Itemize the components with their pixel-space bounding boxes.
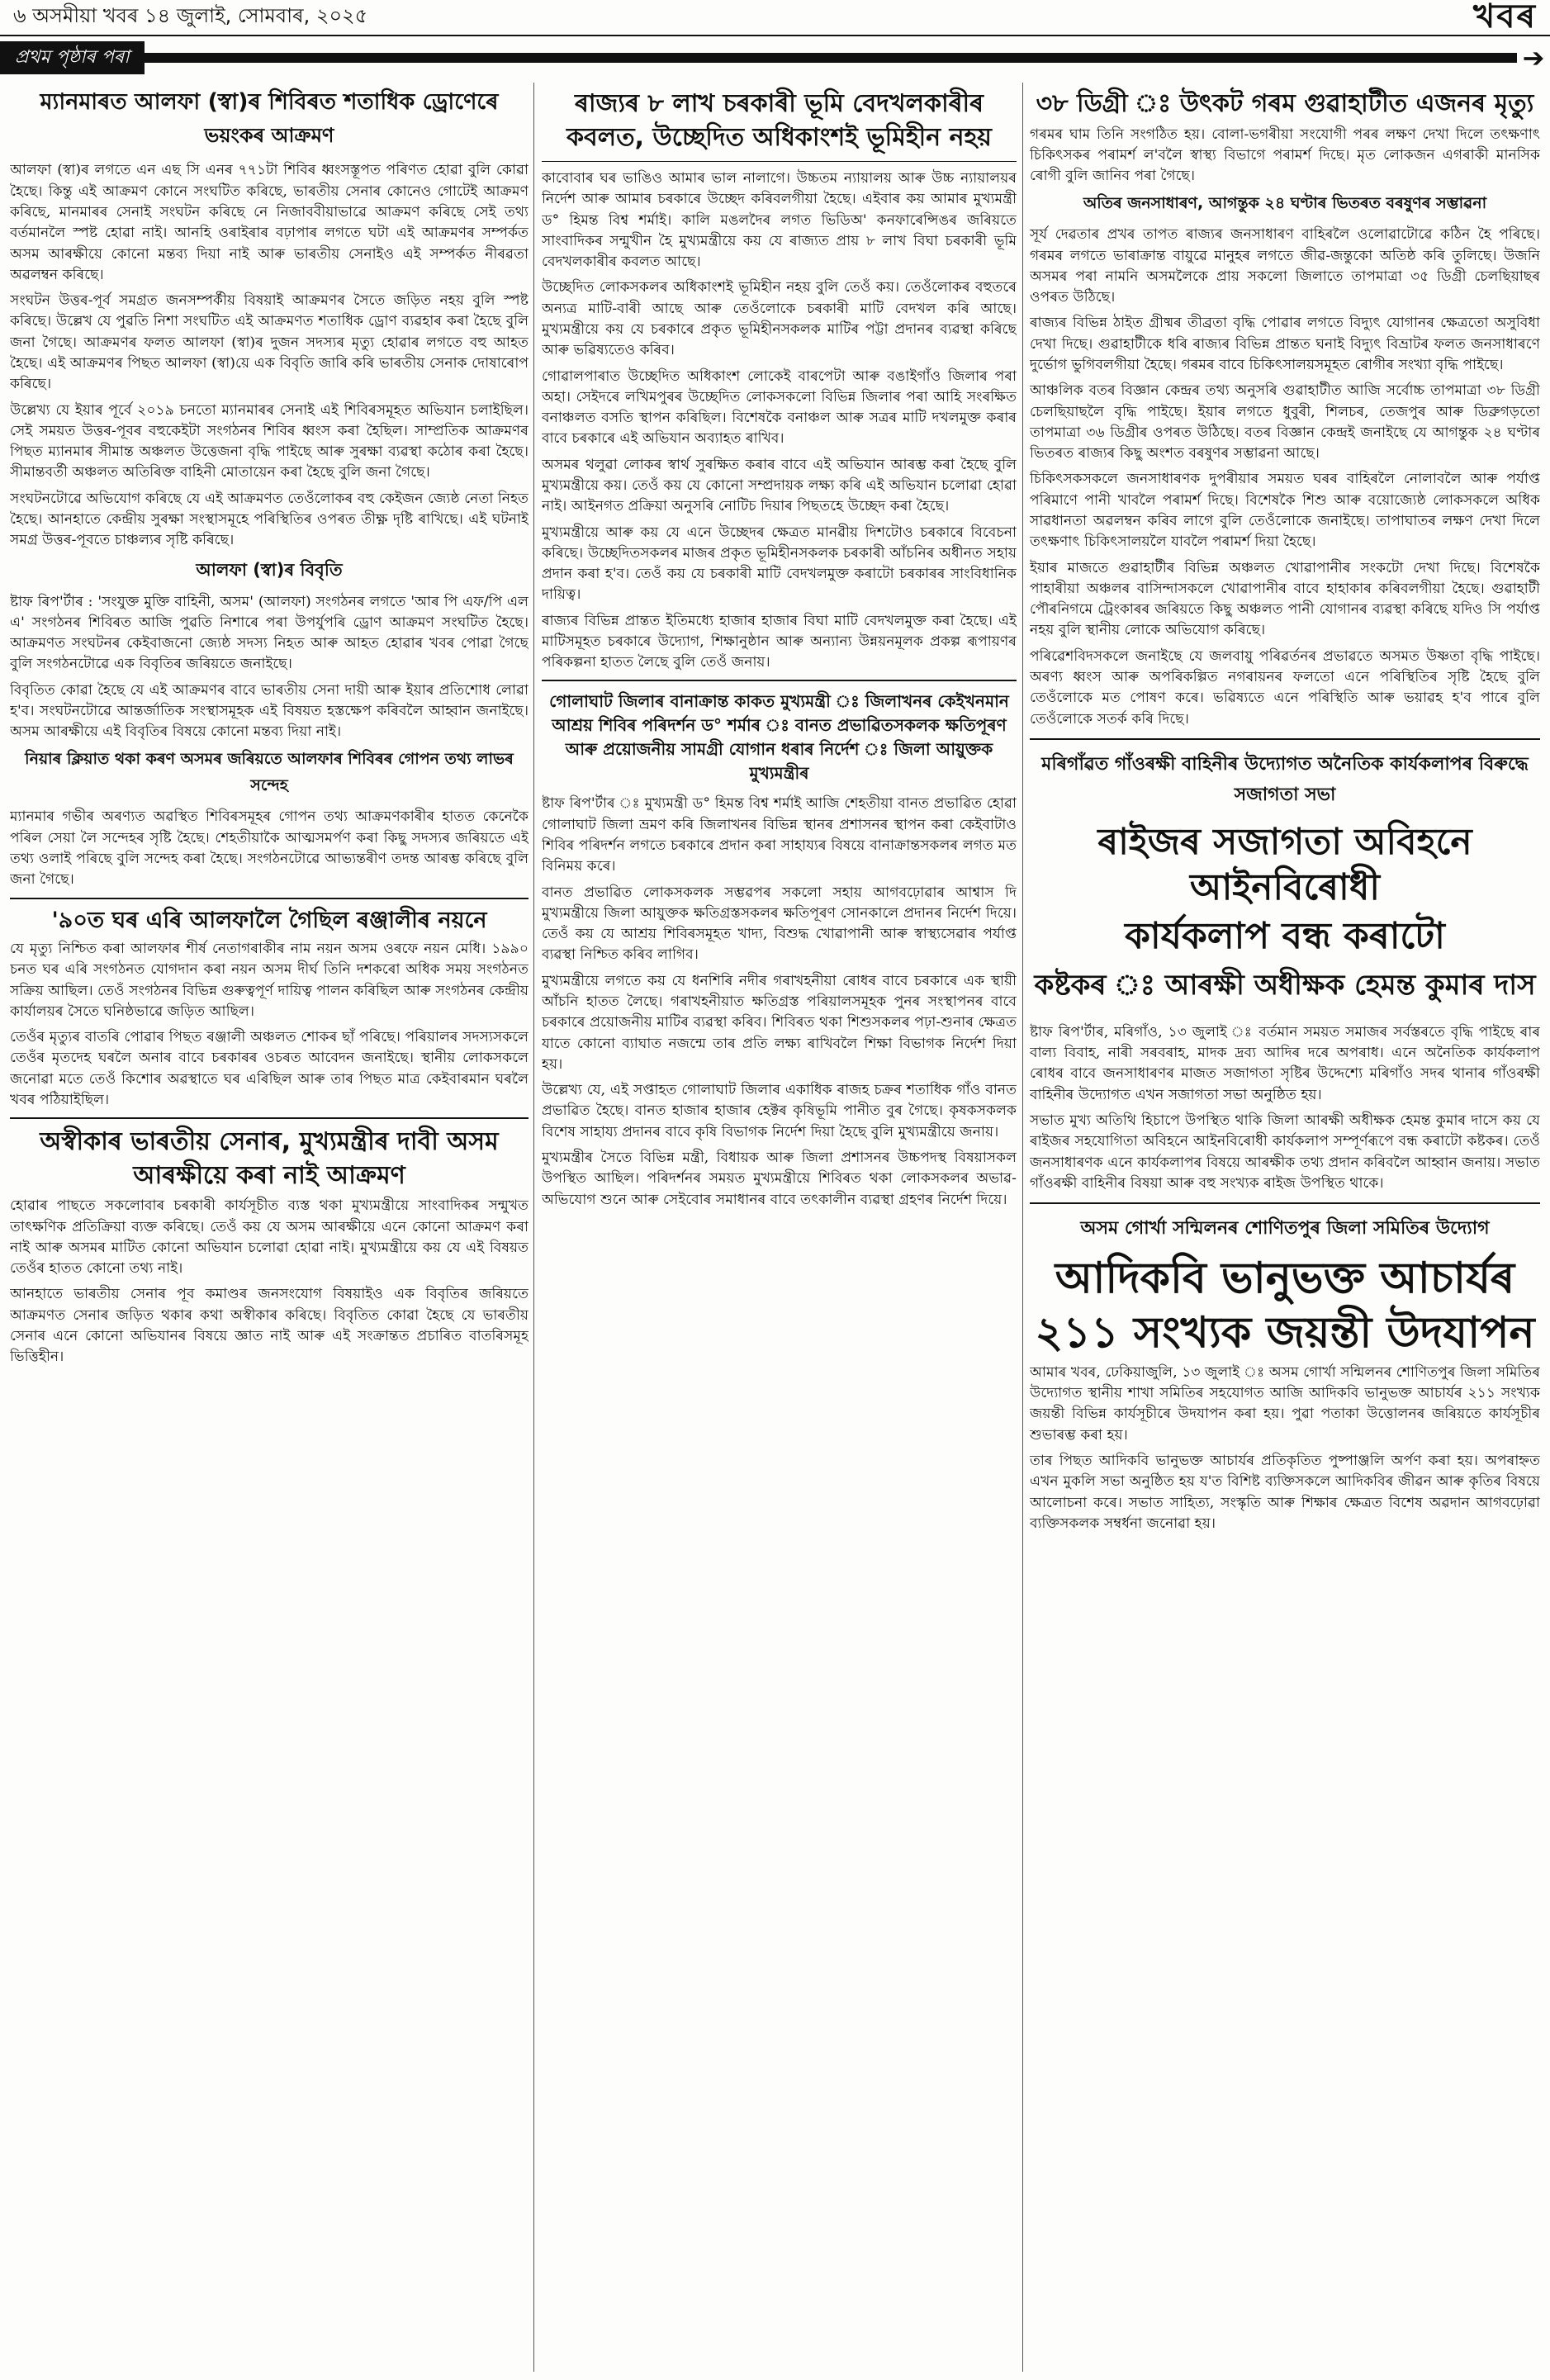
- continue-arrow-icon: ➔: [1522, 42, 1545, 73]
- headline-heatwave: ৩৮ ডিগ্ৰী ঃ উৎকট গৰম গুৱাহাটীত এজনৰ মৃত্যু: [1036, 89, 1534, 118]
- divider: [542, 161, 1017, 162]
- subhead-rain-forecast: অতিৰ জনসাধাৰণ, আগন্তুক ২৪ ঘণ্টাৰ ভিতৰত বৰষুণৰ সম্ভাৱনা: [1083, 194, 1487, 213]
- article-paragraph: গোৱালপাৰাত উচ্ছেদিত অধিকাংশ লোকেই বাৰপেটা আৰু বঙাইগাঁও জিলাৰ পৰা অহা। সেইদৰে লখিমপুৰৰ উচ্ছেদিত লোকসকলো বিভিন্ন জিলাৰ পৰা আহি সংৰক্ষিত বনাঞ্চলত বসতি স্থাপন কৰিছিল। বিশেষকৈ বনাঞ্চল আৰু সত্ৰৰ মাটি দখলমুক্ত কৰাৰ বাবে চৰকাৰে এই অভিযান অব্যাহত ৰাখিব।: [542, 367, 1017, 448]
- article-paragraph: আলফা (স্বা)ৰ লগতে এন এছ সি এনৰ ৭৭১টা শিবিৰ ধ্বংসস্তূপত পৰিণত হোৱা বুলি কোৱা হৈছে। কিন্তু এই আক্ৰমণ কোনে সংঘটিত কৰিছে, ভাৰতীয় সেনাৰ কোনেও গোটেই আক্ৰমণ কৰিছে, মানমাৰৰ সেনাই সংঘটন কৰিছে নে নিজাববীয়াভাৱে আক্ৰমণ কৰিছে সেই তথ্য বৰ্তমানলৈ স্পষ্ট হোৱা নাই। আনহি ওৰাইৰাৰ বঢ়াপাৰ লগতে ঘটা এই আক্ৰমণৰ সম্পৰ্কত অসম আৰক্ষীয়ে কোনো মন্তব্য দিয়া নাই আৰু ভাৰতীয় সেনাইও এই সম্পৰ্কত নীৰৱতা অৱলম্বন কৰিছে।: [10, 162, 529, 283]
- notice-headline-2: ২১১ সংখ্যক জয়ন্তী উদযাপন: [1035, 1308, 1535, 1358]
- headline-land-encroachment: ৰাজ্যৰ ৮ লাখ চৰকাৰী ভূমি বেদখলকাৰীৰ কবলত, উচ্ছেদিত অধিকাংশই ভূমিহীন নহয়: [566, 89, 992, 152]
- deck-flood-visit: গোলাঘাট জিলাৰ বানাক্ৰান্ত কাকত মুখ্যমন্ত্ৰী ঃ জিলাখনৰ কেইখনমান আশ্ৰয় শিবিৰ পৰিদৰ্শন ড° শৰ্মাৰ ঃ বানত প্ৰভাৱিতসকলক ক্ষতিপূৰণ আৰু প্ৰয়োজনীয় সামগ্ৰী যোগান ধৰাৰ নিৰ্দেশ ঃ জিলা আয়ুক্তক মুখ্যমন্ত্ৰীৰ: [549, 691, 1009, 784]
- article-paragraph: কাবোবাৰ ঘৰ ভাঙিও আমাৰ ভাল নালাগে। উচ্চতম ন্যায়ালয় আৰু উচ্চ ন্যায়ালয়ৰ নিৰ্দেশ আৰু আমাৰ চৰকাৰে উচ্ছেদ কৰিবলগীয়া হৈছে। এইবাৰ কয় আমাৰ মুখ্যমন্ত্ৰী ড° হিমন্ত বিশ্ব শৰ্মাই। কালি মঙলদৈৰ লগত ভিডিঅ' কনফাৰেন্সিঙৰ জৰিয়তে সাংবাদিকৰ সন্মুখীন হৈ মুখ্যমন্ত্ৰীয়ে কয় যে ৰাজ্যত প্ৰায় ৮ লাখ বিঘা চৰকাৰী ভূমি বেদখলকাৰীৰ কবলত আছে।: [542, 170, 1017, 271]
- article-paragraph: উল্লেখ্য যে ইয়াৰ পূৰ্বে ২০১৯ চনতো ম্যানমাৰৰ সেনাই এই শিবিৰসমূহত অভিযান চলাইছিল। সেই সময়ত উত্তৰ-পূবৰ বহুকেইটা সংগঠনৰ শিবিৰ ধ্বংস কৰা হৈছিল। সাম্প্ৰতিক আক্ৰমণৰ পিছত ম্যানমাৰ সীমান্ত অঞ্চলত উত্তেজনা বৃদ্ধি পাইছে আৰু সুৰক্ষা ব্যৱস্থা কঠোৰ কৰা হৈছে। সীমান্তবৰ্তী অঞ্চলত অতিৰিক্ত বাহিনী মোতায়েন কৰা হৈছে বুলি জনা গৈছে।: [10, 401, 529, 481]
- notice-headline-3: কষ্টকৰ ঃ আৰক্ষী অধীক্ষক হেমন্ত কুমাৰ দাস: [1034, 968, 1536, 1002]
- headline-sub: ভয়ংকৰ আক্ৰমণ: [204, 124, 334, 148]
- article-paragraph: ইয়াৰ মাজতে গুৱাহাটীৰ বিভিন্ন অঞ্চলত খোৱাপানীৰ সংকটো দেখা দিছে। বিশেষকৈ পাহাৰীয়া অঞ্চলৰ বাসিন্দাসকলে খোৱাপানীৰ বাবে হাহাকাৰ কৰিবলগীয়া হৈছে। গুৱাহাটী পৌৰনিগমে ট্ৰেংকাৰৰ জৰিয়তে কিছু অঞ্চলত পানী যোগানৰ ব্যৱস্থা কৰিছে যদিও সি পৰ্যাপ্ত নহয় বুলি স্থানীয় লোকে অভিযোগ কৰিছে।: [1030, 559, 1540, 639]
- notice-headline-1: আদিকবি ভানুভক্ত আচাৰ্যৰ: [1055, 1254, 1515, 1304]
- page-dateline: ৬ অসমীয়া খবৰ ১৪ জুলাই, সোমবাৰ, ২০২৫: [13, 4, 368, 27]
- section-banner: [0, 41, 1550, 74]
- article-paragraph: হোৱাৰ পাছতে সকলোবাৰ চৰকাৰী কাৰ্যসূচীত ব্যস্ত থকা মুখ্যমন্ত্ৰীয়ে সাংবাদিকৰ সন্মুখত তাৎক্ষণিক প্ৰতিক্ৰিয়া ব্যক্ত কৰিছে। তেওঁ কয় যে অসম আৰক্ষীয়ে এনে কোনো আক্ৰমণ কৰা নাই আৰু অসমৰ মাটিত কোনো অভিযান চলোৱা হোৱা নাই। মুখ্যমন্ত্ৰীয়ে কয় যে এই বিষয়ত তেওঁৰ হাতত কোনো তথ্য নাই।: [10, 1197, 529, 1278]
- article-paragraph: চিকিৎসকসকলে জনসাধাৰণক দুপৰীয়াৰ সময়ত ঘৰৰ বাহিৰলৈ নোলাবলৈ আৰু পৰ্যাপ্ত পৰিমাণে পানী খাবলৈ পৰামৰ্শ দিছে। বিশেষকৈ শিশু আৰু বয়োজ্যেষ্ঠ লোকসকলে অধিক সাৱধানতা অৱলম্বন কৰিব লাগে বুলি তেওঁলোকে জনাইছে। তাপাঘাতৰ লক্ষণ দেখা দিলে তৎক্ষণাৎ চিকিৎসালয়লৈ যাবলৈ পৰামৰ্শ দিয়া হৈছে।: [1030, 471, 1540, 551]
- article-paragraph: সূৰ্য দেৱতাৰ প্ৰখৰ তাপত ৰাজ্যৰ জনসাধাৰণ বাহিৰলৈ ওলোৱাটোৱে কঠিন হৈ পৰিছে। গৰমৰ লগতে ভাৰাক্ৰান্ত বায়ুৱে মানুহৰ লগতে জীৱ-জন্তুকো অতিষ্ঠ কৰি তুলিছে। উজনি অসমৰ পৰা নামনি অসমলৈকে প্ৰায় সকলো জিলাতে তাপমাত্ৰা ৩৫ ডিগ্ৰী চেলছিয়াছৰ ওপৰত উঠিছে।: [1030, 226, 1540, 306]
- article-paragraph: যে মৃত্যু নিশ্চিত কৰা আলফাৰ শীৰ্ষ নেতাগৰাকীৰ নাম নয়ন অসম ওৰফে নয়ন মেধি। ১৯৯০ চনত ঘৰ এৰি সংগঠনত যোগদান কৰা নয়ন অসম দীৰ্ঘ তিনি দশকৰো অধিক সময় সংগঠনত সক্ৰিয় আছিল। তেওঁ সংগঠনৰ বিভিন্ন গুৰুত্বপূৰ্ণ দায়িত্ব পালন কৰিছিল আৰু সংগঠনৰ কেন্দ্ৰীয় কাৰ্যালয়ৰ সৈতে ঘনিষ্ঠভাৱে জড়িত আছিল।: [10, 941, 529, 1020]
- column-right: [1030, 83, 1540, 2372]
- subhead-intel: নিয়াৰ ক্লিয়াত থকা কৰণ অসমৰ জৰিয়তে আলফাৰ শিবিৰৰ গোপন তথ্য লাভৰ সন্দেহ: [25, 750, 514, 795]
- article-paragraph: পৰিৱেশবিদসকলে জনাইছে যে জলবায়ু পৰিৱৰ্তনৰ প্ৰভাৱতে অসমত উষ্ণতা বৃদ্ধি পাইছে। অৰণ্য ধ্বংস আৰু অপৰিকল্পিত নগৰায়নৰ ফলতো এনে পৰিস্থিতিৰ সৃষ্টি হৈছে বুলি তেওঁলোকে মত পোষণ কৰে। ভৱিষ্যতে এনে পৰিস্থিতি আৰু ভয়াৱহ হ'ব পাৰে বুলি তেওঁলোকে সতৰ্ক কৰি দিছে।: [1030, 647, 1540, 728]
- divider: [542, 680, 1017, 681]
- notice-headline-2: কাৰ্যকলাপ বন্ধ কৰাটো: [1125, 914, 1445, 957]
- article-paragraph: আমাৰ খবৰ, ঢেকিয়াজুলি, ১৩ জুলাই ঃ অসম গোৰ্খা সন্মিলনৰ শোণিতপুৰ জিলা সমিতিৰ উদ্যোগত স্থানীয় শাখা সমিতিৰ সহযোগত আজি আদিকবি ভানুভক্ত আচাৰ্যৰ ২১১ সংখ্যক জয়ন্তী বিভিন্ন কাৰ্যসূচীৰে উদযাপন কৰা হয়। পুৱা পতাকা উত্তোলনৰ জৰিয়তে কাৰ্যসূচীৰ শুভাৰম্ভ কৰা হয়।: [1030, 1363, 1540, 1444]
- article-paragraph: তেওঁৰ মৃত্যুৰ বাতৰি পোৱাৰ পিছত ৰঞ্জালী অঞ্চলত শোকৰ ছাঁ পৰিছে। পৰিয়ালৰ সদস্যসকলে তেওঁৰ মৃতদেহ ঘৰলৈ অনাৰ বাবে চৰকাৰৰ ওচৰত আবেদন জনাইছে। স্থানীয় লোকসকলে জনোৱা মতে তেওঁ কিশোৰ অৱস্থাতে ঘৰ এৰিছিল আৰু তাৰ পিছত মাত্ৰ কেইবাৰমান ঘৰলৈ খবৰ পঠিয়াইছিল।: [10, 1029, 529, 1108]
- article-paragraph: ষ্টাফ ৰিপ'ৰ্টাৰ, মৰিগাঁও, ১৩ জুলাই ঃ বৰ্তমান সময়ত সমাজৰ সৰ্বস্তৰতে বৃদ্ধি পাইছে ৰাৰ বাল্য বিবাহ, নাৰী সৰবৰাহ, মাদক দ্ৰব্য আদিৰ দৰে অপৰাধ। এনে অনৈতিক কাৰ্যকলাপ ৰোধৰ বাবে জনসাধাৰণৰ মাজত সজাগতা সৃষ্টিৰ উদ্দেশ্যে মৰিগাঁও সদৰ থানাৰ গাঁওৰক্ষী বাহিনীৰ উদ্যোগত এখন সজাগতা সভা অনুষ্ঠিত হয়।: [1030, 1023, 1540, 1103]
- article-paragraph: তাৰ পিছত আদিকবি ভানুভক্ত আচাৰ্যৰ প্ৰতিকৃতিত পুষ্পাঞ্জলি অৰ্পণ কৰা হয়। অপৰাহ্নত এখন মুকলি সভা অনুষ্ঠিত হয় য'ত বিশিষ্ট ব্যক্তিসকলে আদিকবিৰ জীৱন আৰু কৃতিৰ বিষয়ে আলোচনা কৰে। সভাত সাহিত্য, সংস্কৃতি আৰু শিক্ষাৰ ক্ষেত্ৰত বিশেষ অৱদান আগবঢ়োৱা ব্যক্তিসকলক সম্বৰ্ধনা জনোৱা হয়।: [1030, 1452, 1540, 1532]
- notice-awareness-meeting: [1030, 738, 1540, 1194]
- headline-denial: অস্বীকাৰ ভাৰতীয় সেনাৰ, মুখ্যমন্ত্ৰীৰ দাবী অসম আৰক্ষীয়ে কৰা নাই আক্ৰমণ: [40, 1127, 499, 1190]
- divider: [10, 898, 529, 899]
- article-paragraph: গৰমৰ ঘাম তিনি সংগঠিত হয়। বোলা-ভগৰীয়া সংযোগী পৰৰ লক্ষণ দেখা দিলে তৎক্ষণাৎ চিকিৎসকৰ পৰামৰ্শ ল'বলৈ স্বাস্থ্য বিভাগে পৰামৰ্শ দিছে। মৃত লোকজন এগৰাকী মানসিক ৰোগী বুলি জানিব পৰা গৈছে।: [1030, 126, 1540, 185]
- column-middle: [542, 83, 1017, 2372]
- article-paragraph: ৰাজ্যৰ বিভিন্ন প্ৰান্তত ইতিমধ্যে হাজাৰ হাজাৰ বিঘা মাটি বেদখলমুক্ত কৰা হৈছে। এই মাটিসমূহত চৰকাৰে উদ্যোগ, শিক্ষানুষ্ঠান আৰু অন্যান্য উন্নয়নমূলক প্ৰকল্প ৰূপায়ণৰ পৰিকল্পনা হাতত লৈছে বুলি তেওঁ জনায়।: [542, 612, 1017, 671]
- article-paragraph: মুখ্যমন্ত্ৰীয়ে আৰু কয় যে এনে উচ্ছেদৰ ক্ষেত্ৰত মানৱীয় দিশটোও চৰকাৰে বিবেচনা কৰিছে। উচ্ছেদিতসকলৰ মাজৰ প্ৰকৃত ভূমিহীনসকলক চৰকাৰী আঁচনিৰ অধীনত সহায় প্ৰদান কৰা হ'ব। তেওঁ কয় যে চৰকাৰী মাটি বেদখলমুক্ত কৰাটো চৰকাৰৰ সাংবিধানিক দায়িত্ব।: [542, 524, 1017, 604]
- article-paragraph: উল্লেখ্য যে, এই সপ্তাহত গোলাঘাট জিলাৰ একাধিক ৰাজহ চক্ৰৰ শতাধিক গাঁও বানত প্ৰভাৱিত হৈছে। বানত হাজাৰ হাজাৰ হেক্টৰ কৃষিভূমি পানীত বুৰ গৈছে। কৃষকসকলক বিশেষ সাহায্য প্ৰদানৰ বাবে কৃষি বিভাগক নিৰ্দেশ দিয়া হৈছে বুলি মুখ্যমন্ত্ৰীয়ে জনায়।: [542, 1082, 1017, 1140]
- headline-nayan: '৯০ত ঘৰ এৰি আলফালৈ গৈছিল ৰঞ্জালীৰ নয়নে: [51, 907, 487, 933]
- article-paragraph: আঞ্চলিক বতৰ বিজ্ঞান কেন্দ্ৰৰ তথ্য অনুসৰি গুৱাহাটীত আজি সৰ্বোচ্চ তাপমাত্ৰা ৩৮ ডিগ্ৰী চেলছিয়াছলৈ বৃদ্ধি পাইছে। ইয়াৰ লগতে ধুবুৰী, শিলচৰ, তেজপুৰ আৰু ডিব্ৰুগড়তো তাপমাত্ৰা ৩৬ ডিগ্ৰীৰ ওপৰত উঠিছে। বতৰ বিজ্ঞান কেন্দ্ৰই জনাইছে যে আগন্তুক ২৪ ঘণ্টাৰ ভিতৰত ৰাজ্যৰ কিছু অংশত বৰষুণৰ সম্ভাৱনা আছে।: [1030, 382, 1540, 462]
- section-tag: প্ৰথম পৃষ্ঠাৰ পৰা: [0, 41, 145, 74]
- article-paragraph: ৰাজ্যৰ বিভিন্ন ঠাইত গ্ৰীষ্মৰ তীব্ৰতা বৃদ্ধি পোৱাৰ লগতে বিদ্যুৎ যোগানৰ ক্ষেত্ৰতো অসুবিধা দেখা দিছে। গুৱাহাটীকে ধৰি ৰাজ্যৰ বিভিন্ন প্ৰান্তত ঘনাই বিদ্যুৎ বিভ্ৰাটৰ ফলত জনসাধাৰণে দুৰ্ভোগ ভুগিবলগীয়া হৈছে। গৰমৰ বাবে চিকিৎসালয়সমূহত ৰোগীৰ সংখ্যা বৃদ্ধি পাইছে।: [1030, 315, 1540, 374]
- notice-bhanubhakta-jayanti: [1030, 1202, 1540, 1534]
- article-paragraph: অসমৰ থলুৱা লোকৰ স্বাৰ্থ সুৰক্ষিত কৰাৰ বাবে এই অভিযান আৰম্ভ কৰা হৈছে বুলি মুখ্যমন্ত্ৰীয়ে কয়। তেওঁ কয় যে কোনো সম্প্ৰদায়ক লক্ষ্য কৰি এই অভিযান চলোৱা হোৱা নাই। আইনগত প্ৰক্ৰিয়া অনুসৰি নোটিচ দিয়াৰ পিছতহে উচ্ছেদ কৰা হৈছে।: [542, 456, 1017, 515]
- article-paragraph: ষ্টাফ ৰিপ'ৰ্টাৰ : 'সংযুক্ত মুক্তি বাহিনী, অসম' (আলফা) সংগঠনৰ লগতে 'আৰ পি এফ/পি এল এ' সংগঠনৰ শিবিৰত আজি পুৱতি নিশাৰে পৰা উপৰ্যুপৰি ড্ৰোণ আক্ৰমণ সংঘটিত হৈছে। আক্ৰমণত সংঘটনৰ কেইবাজনো জ্যেষ্ঠ সদস্য নিহত আৰু আহত হোৱাৰ খবৰ পোৱা গৈছে বুলি সংগঠনটোৱে এক বিবৃতিৰ জৰিয়তে জনাইছে।: [10, 593, 529, 673]
- notice-headline-1: ৰাইজৰ সজাগতা অবিহনে আইনবিৰোধী: [1097, 820, 1472, 908]
- column-left: [10, 83, 529, 2372]
- article-paragraph: মুখ্যমন্ত্ৰীৰ সৈতে বিভিন্ন মন্ত্ৰী, বিধায়ক আৰু জিলা প্ৰশাসনৰ উচ্চপদস্থ বিষয়াসকল উপস্থিত আছিল। পৰিদৰ্শনৰ সময়ত মুখ্যমন্ত্ৰীয়ে শিবিৰত থকা লোকসকলৰ অভাৱ-অভিযোগ শুনে আৰু সেইবোৰ সমাধানৰ বাবে তৎকালীন ব্যৱস্থা গ্ৰহণৰ নিৰ্দেশ দিয়ে।: [542, 1149, 1017, 1208]
- article-paragraph: বিবৃতিত কোৱা হৈছে যে এই আক্ৰমণৰ বাবে ভাৰতীয় সেনা দায়ী আৰু ইয়াৰ প্ৰতিশোধ লোৱা হ'ব। সংঘটনটোৱে আন্তৰ্জাতিক সংস্থাসমূহক এই বিষয়ত হস্তক্ষেপ কৰিবলৈ আহ্বান জনাইছে। অসম আৰক্ষীয়ে এই বিবৃতিৰ বিষয়ে কোনো মন্তব্য দিয়া নাই।: [10, 681, 529, 741]
- article-paragraph: সংঘটনটোৱে অভিযোগ কৰিছে যে এই আক্ৰমণত তেওঁলোকৰ বহু কেইজন জ্যেষ্ঠ নেতা নিহত হৈছে। আনহাতে কেন্দ্ৰীয় সুৰক্ষা সংস্থাসমূহে পৰিস্থিতিৰ ওপৰত তীক্ষ্ণ দৃষ্টি ৰাখিছে। এই ঘটনাই সমগ্ৰ উত্তৰ-পূবতে চাঞ্চল্যৰ সৃষ্টি কৰিছে।: [10, 490, 529, 549]
- article-paragraph: উচ্ছেদিত লোকসকলৰ অধিকাংশই ভূমিহীন নহয় বুলি তেওঁ কয়। তেওঁলোকৰ বহুতৰে অন্যত্ৰ মাটি-বাৰী আছে আৰু তেওঁলোকে চৰকাৰী মাটি বেদখল কৰি আছে। মুখ্যমন্ত্ৰীয়ে কয় যে চৰকাৰে প্ৰকৃত ভূমিহীনসকলক মাটিৰ পট্টা প্ৰদানৰ ব্যৱস্থা কৰিছে আৰু ভৱিষ্যতেও কৰিব।: [542, 279, 1017, 359]
- notice-kicker: মৰিগাঁৱত গাঁওৰক্ষী বাহিনীৰ উদ্যোগত অনৈতিক কাৰ্যকলাপৰ বিৰুদ্ধে সজাগতা সভা: [1041, 753, 1529, 805]
- subhead-statement: আলফা (স্বা)ৰ বিবৃতি: [196, 559, 343, 580]
- masthead: খবৰ: [1472, 0, 1537, 36]
- article-paragraph: সভাত মুখ্য অতিথি হিচাপে উপস্থিত থাকি জিলা আৰক্ষী অধীক্ষক হেমন্ত কুমাৰ দাসে কয় যে ৰাইজৰ সহযোগিতা অবিহনে আইনবিৰোধী কাৰ্যকলাপ সম্পূৰ্ণৰূপে বন্ধ কৰাটো কষ্টকৰ। তেওঁ জনসাধাৰণক এনে কাৰ্যকলাপৰ বিষয়ে আৰক্ষীক তথ্য প্ৰদান কৰিবলৈ আহ্বান জনায়। সভাত গাঁওৰক্ষী বাহিনীৰ বিষয়া আৰু বহু সংখ্যক ৰাইজ উপস্থিত থাকে।: [1030, 1112, 1540, 1192]
- column-divider: [1022, 83, 1023, 2372]
- column-divider: [533, 83, 534, 2372]
- article-paragraph: মুখ্যমন্ত্ৰীয়ে লগতে কয় যে ধনশিৰি নদীৰ গৰাখহনীয়া ৰোধৰ বাবে চৰকাৰে এক স্থায়ী আঁচনি হাতত লৈছে। গৰাখহনীয়াত ক্ষতিগ্ৰস্ত পৰিয়ালসমূহক পুনৰ সংস্থাপনৰ বাবে চৰকাৰে প্ৰয়োজনীয় মাটিৰ ব্যৱস্থা কৰিব। শিবিৰত থকা শিশুসকলৰ পঢ়া-শুনাৰ ক্ষেত্ৰত যাতে কোনো ব্যাঘাত নজন্মে তাৰ প্ৰতি লক্ষ্য ৰাখিবলৈ শিক্ষা বিভাগক নিৰ্দেশ দিয়া হয়।: [542, 972, 1017, 1073]
- article-paragraph: আনহাতে ভাৰতীয় সেনাৰ পূব কমাণ্ডৰ জনসংযোগ বিষয়াইও এক বিবৃতিৰ জৰিয়তে আক্ৰমণত সেনাৰ জড়িত থকাৰ কথা অস্বীকাৰ কৰিছে। বিবৃতিত কোৱা হৈছে যে ভাৰতীয় সেনাৰ এনে কোনো অভিযানৰ বিষয়ে জ্ঞাত নাই আৰু এই সংক্ৰান্তত প্ৰচাৰিত বাতৰিসমূহ ভিত্তিহীন।: [10, 1286, 529, 1366]
- article-paragraph: সংঘটন উত্তৰ-পূৰ্ব সমগ্ৰত জনসম্পৰ্কীয় বিষয়াই আক্ৰমণৰ সৈতে জড়িত নহয় বুলি স্পষ্ট কৰিছে। উল্লেখ যে পুৱতি নিশা সংঘটিত এই আক্ৰমণত শতাধিক ড্ৰোণ ব্যৱহাৰ কৰা হৈছে বুলি জনা গৈছে। আক্ৰমণৰ ফলত আলফা (স্বা)ৰ দুজন সদস্যৰ মৃত্যু হোৱাৰ লগতে বহু আহত হৈছে। এই আক্ৰমণৰ পিছত আলফা (স্বা)য়ে এক বিবৃতি জাৰি কৰি ভাৰতীয় সেনাক দোষাৰোপ কৰিছে।: [10, 292, 529, 393]
- article-paragraph: ষ্টাফ ৰিপ'ৰ্টাৰ ঃ মুখ্যমন্ত্ৰী ড° হিমন্ত বিশ্ব শৰ্মাই আজি শেহতীয়া বানত প্ৰভাৱিত হোৱা গোলাঘাট জিলা ভ্ৰমণ কৰি জিলাখনৰ বিভিন্ন স্থানৰ প্ৰশাসনৰ স্থাপন কৰা কেইবাটাও শিবিৰ পৰিদৰ্শন লগতে চৰকাৰে প্ৰদান কৰা সাহায্যৰ বিষয়ে বানাক্ৰান্তসকলৰ লগত মত বিনিময় কৰে।: [542, 795, 1017, 875]
- section-bar: [145, 53, 1517, 63]
- headline-alfa-drone-attack: ম্যানমাৰত আলফা (স্বা)ৰ শিবিৰত শতাধিক ড্ৰোণেৰে: [40, 89, 499, 115]
- notice-kicker: অসম গোৰ্খা সন্মিলনৰ শোণিতপুৰ জিলা সমিতিৰ উদ্যোগ: [1080, 1218, 1490, 1240]
- article-paragraph: ম্যানমাৰ গভীৰ অৰণ্যত অৱস্থিত শিবিৰসমূহৰ গোপন তথ্য আক্ৰমণকাৰীৰ হাতত কেনেকৈ পৰিল সেয়া লৈ সন্দেহৰ সৃষ্টি হৈছে। শেহতীয়াকৈ আত্মসমৰ্পণ কৰা কিছু সদস্যৰ জৰিয়তে এই তথ্য ওলাই পৰিছে বুলি সন্দেহ কৰা হৈছে। সংগঠনটোৱে আভ্যন্তৰীণ তদন্ত আৰম্ভ কৰিছে বুলি জনা গৈছে।: [10, 808, 529, 889]
- article-paragraph: বানত প্ৰভাৱিত লোকসকলক সম্ভৱপৰ সকলো সহায় আগবঢ়োৱাৰ আশ্বাস দি মুখ্যমন্ত্ৰীয়ে জিলা আয়ুক্তক ক্ষতিগ্ৰস্তসকলৰ ক্ষতিপূৰণ সোনকালে প্ৰদানৰ নিৰ্দেশ দিয়ে। তেওঁ কয় যে আশ্ৰয় শিবিৰসমূহত খাদ্য, বিশুদ্ধ খোৱাপানী আৰু স্বাস্থ্যসেৱাৰ পৰ্যাপ্ত ব্যৱস্থা নিশ্চিত কৰিব লাগিব।: [542, 884, 1017, 964]
- divider: [10, 1117, 529, 1119]
- page-header: [0, 0, 1550, 36]
